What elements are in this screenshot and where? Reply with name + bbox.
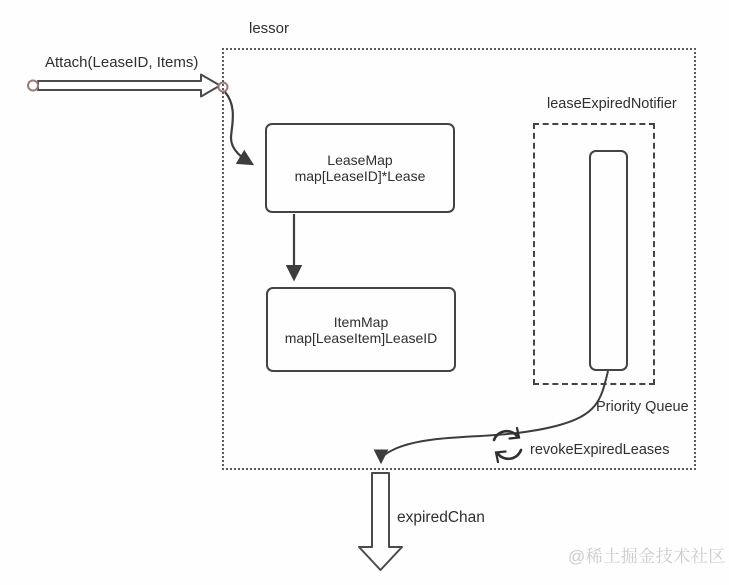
priority-queue-rect <box>589 150 628 371</box>
attach-arrow-icon <box>28 75 228 97</box>
expiredchan-arrow-icon <box>359 473 402 570</box>
watermark-text: @稀土掘金技术社区 <box>568 547 726 566</box>
revoke-expired-leases-label: revokeExpiredLeases <box>530 442 670 458</box>
attach-label: Attach(LeaseID, Items) <box>45 54 199 71</box>
leasemap-node <box>265 123 455 213</box>
itemmap-subtitle: map[LeaseItem]LeaseID <box>284 329 438 346</box>
itemmap-node <box>266 287 456 372</box>
notifier-label: leaseExpiredNotifier <box>547 96 677 112</box>
lessor-label: lessor <box>249 20 290 37</box>
expiredchan-label: expiredChan <box>397 509 485 526</box>
priority-queue-label: Priority Queue <box>596 399 689 415</box>
leasemap-title: LeaseMap <box>327 152 393 168</box>
itemmap-title: ItemMap <box>333 313 389 330</box>
leasemap-subtitle: map[LeaseID]*Lease <box>294 168 426 184</box>
